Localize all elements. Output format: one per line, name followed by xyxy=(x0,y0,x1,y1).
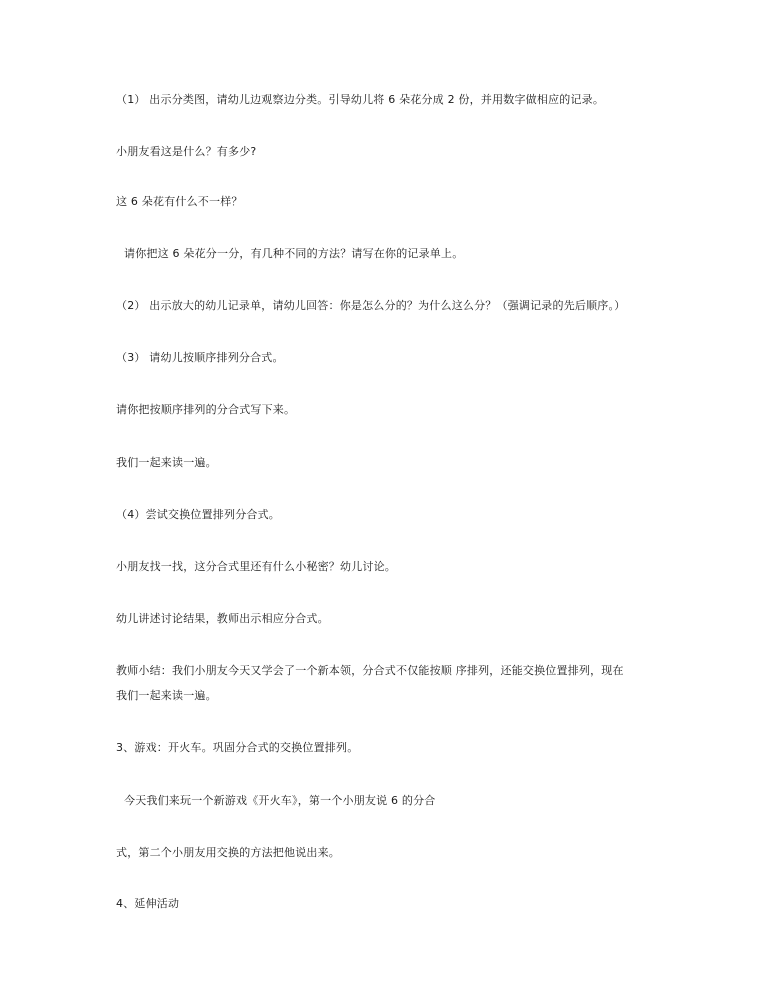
text-line: （4）尝试交换位置排列分合式。 xyxy=(116,508,280,521)
text-line: 今天我们来玩一个新游戏《开火车》，第一个小朋友说 6 的分合 xyxy=(124,794,436,807)
text-line: 小朋友找一找，这分合式里还有什么小秘密？幼儿讨论。 xyxy=(116,560,396,573)
text-line: 教师小结：我们小朋友今天又学会了一个新本领，分合式不仅能按顺 序排列，还能交换位置排列，现在 xyxy=(116,664,624,677)
text-line: 式，第二个小朋友用交换的方法把他说出来。 xyxy=(116,846,340,859)
text-line: （3） 请幼儿按顺序排列分合式。 xyxy=(116,351,284,364)
text-line: （2） 出示放大的幼儿记录单，请幼儿回答：你是怎么分的？为什么这么分？（强调记录的先后顺序。） xyxy=(116,299,626,312)
section-heading: 3、游戏：开火车。巩固分合式的交换位置排列。 xyxy=(116,741,359,754)
text-line: 我们一起来读一遍。 xyxy=(116,456,217,469)
text-line: 请你把按顺序排列的分合式写下来。 xyxy=(116,403,296,416)
text-line: 请你把这 6 朵花分一分，有几种不同的方法？请写在你的记录单上。 xyxy=(124,247,464,260)
text-line: 小朋友看这是什么？有多少? xyxy=(116,145,257,158)
section-heading: 4、延伸活动 xyxy=(116,897,180,910)
text-line: （1） 出示分类图，请幼儿边观察边分类。引导幼儿将 6 朵花分成 2 份，并用数字做相应的记录。 xyxy=(116,93,605,106)
text-line: 我们一起来读一遍。 xyxy=(116,689,217,702)
text-line: 这 6 朵花有什么不一样？ xyxy=(116,195,243,208)
text-line: 幼儿讲述讨论结果，教师出示相应分合式。 xyxy=(116,612,329,625)
